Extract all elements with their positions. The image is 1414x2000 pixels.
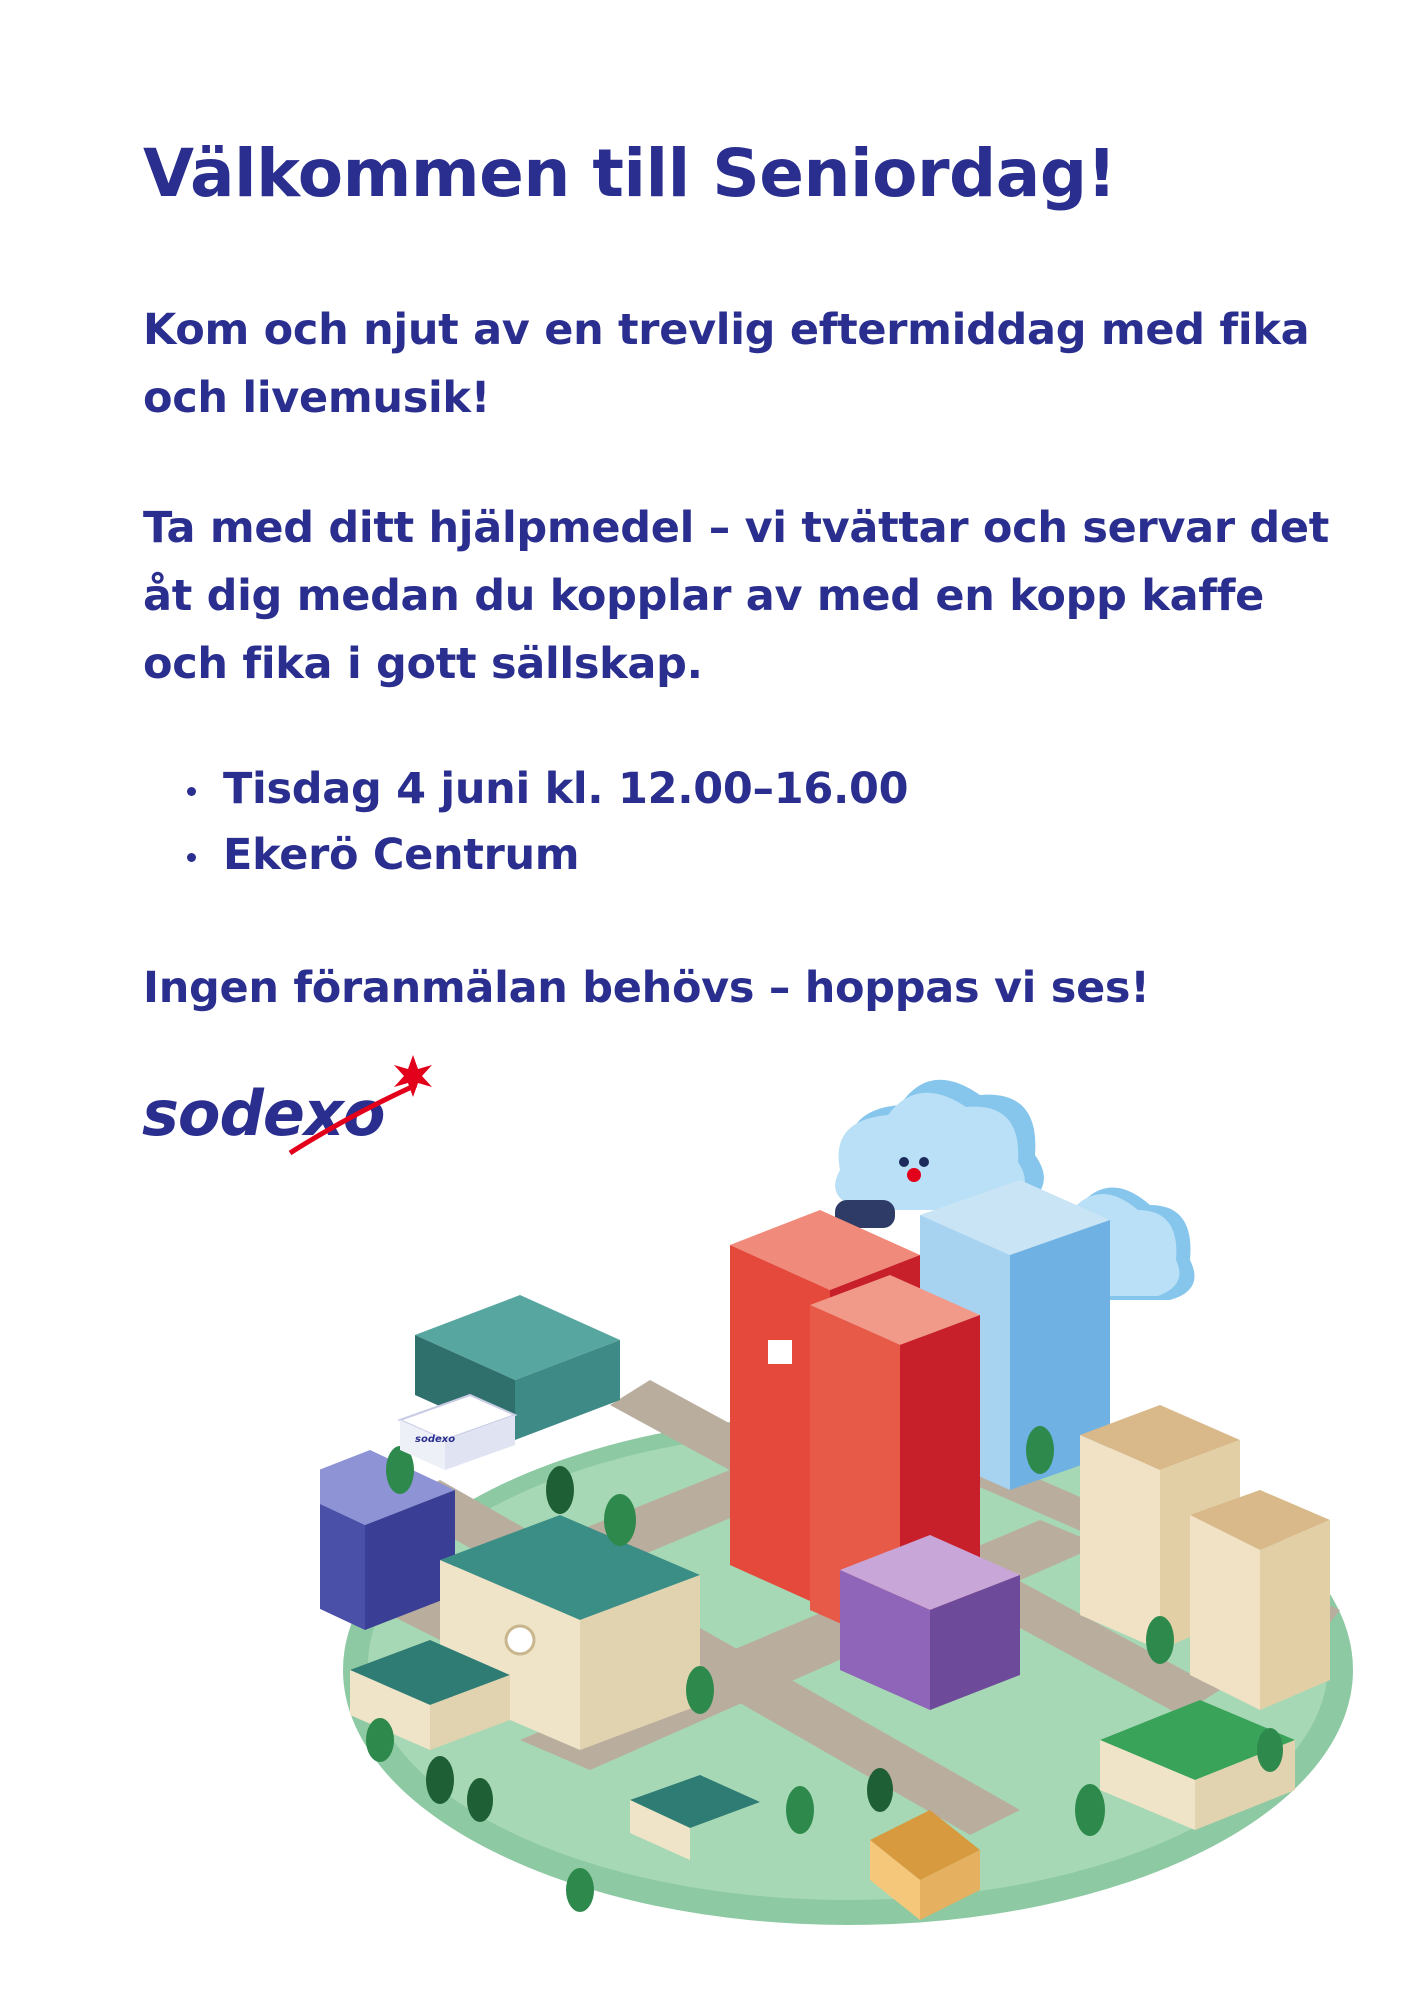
event-info-list bbox=[143, 756, 908, 888]
intro-text: Kom och njut av en trevlig eftermiddag med fika och livemusik! bbox=[143, 305, 1310, 423]
event-date-time: Tisdag 4 juni kl. 12.00–16.00 bbox=[143, 756, 908, 822]
city-illustration-icon bbox=[320, 1050, 1360, 1950]
truck-logo-text: sodexo bbox=[415, 1434, 456, 1445]
details-text: Ta med ditt hjälpmedel – vi tvättar och servar det åt dig medan du kopplar av med en kopp kaffe och fika i gott sällskap. bbox=[143, 503, 1330, 689]
delivery-truck bbox=[400, 1395, 515, 1470]
page-title: Välkommen till Seniordag! bbox=[143, 135, 1117, 212]
event-location: Ekerö Centrum bbox=[143, 822, 908, 888]
logo-wordmark: sodexo bbox=[142, 1077, 385, 1150]
closing-text: Ingen föranmälan behövs – hoppas vi ses! bbox=[143, 963, 1150, 1013]
